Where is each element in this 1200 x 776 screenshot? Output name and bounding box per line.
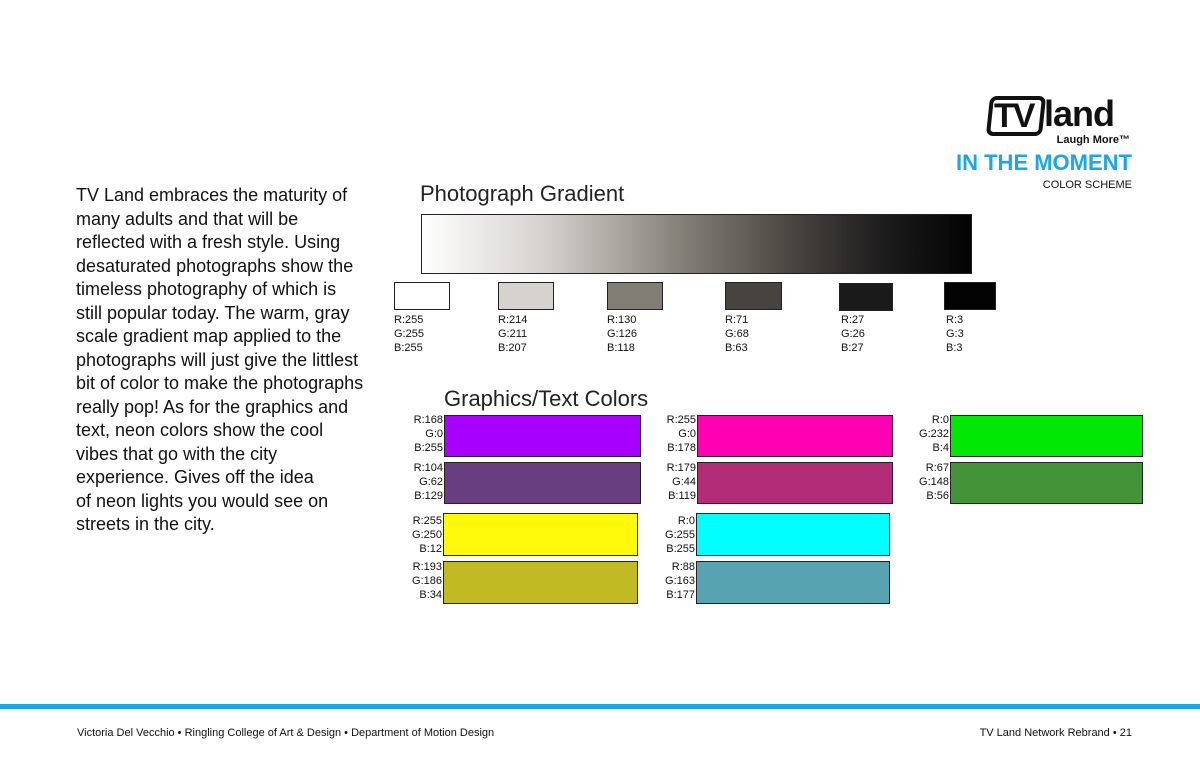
gradient-heading: Photograph Gradient (420, 181, 625, 206)
gradient-swatch (498, 282, 554, 310)
graphics-swatch-label: R:0 G:255 B:255 (665, 515, 695, 555)
gradient-swatch (725, 282, 782, 310)
graphics-swatch-label: R:179 G:44 B:119 (666, 462, 696, 502)
graphics-swatch-label: R:168 G:0 B:255 (413, 414, 443, 454)
gradient-swatch (394, 282, 450, 310)
logo-tv-text: TV (994, 97, 1034, 135)
graphics-swatch-label: R:193 G:186 B:34 (412, 561, 442, 601)
graphics-swatch (696, 513, 890, 556)
graphics-swatch (950, 462, 1143, 504)
gradient-swatch (607, 282, 663, 310)
graphics-swatch (950, 415, 1143, 457)
gradient-swatch-label: R:255 G:255 B:255 (394, 314, 424, 354)
gradient-bar (421, 214, 972, 274)
graphics-heading: Graphics/Text Colors (444, 386, 649, 411)
graphics-swatch-label: R:104 G:62 B:129 (413, 462, 443, 502)
page-subtitle: COLOR SCHEME (1042, 179, 1132, 191)
logo-land-text: land (1044, 93, 1115, 134)
gradient-swatch-label: R:214 G:211 B:207 (498, 314, 528, 354)
graphics-swatch-label: R:67 G:148 B:56 (919, 462, 949, 502)
logo-tagline: Laugh More™ (1056, 134, 1130, 146)
graphics-swatch-label: R:0 G:232 B:4 (919, 414, 949, 454)
graphics-swatch (443, 561, 638, 604)
gradient-swatch-label: R:130 G:126 B:118 (607, 314, 637, 354)
graphics-swatch (697, 462, 893, 504)
body-paragraph: TV Land embraces the maturity of many adults and that will be reflected with a fresh style. Using desaturated photographs show the timeless photography of which is still popular today. The warm, gray scale gradient map applied to the photographs will just give the littlest bit of color to make the photographs really pop! As for the graphics and text, neon colors show the cool vibes that go with the city experience. Gives off the idea of neon lights you would see on streets in the city. (76, 185, 364, 534)
tv-land-logo (986, 92, 1136, 150)
graphics-swatch (444, 415, 641, 457)
gradient-swatch (944, 282, 996, 310)
gradient-swatch-label: R:3 G:3 B:3 (946, 314, 964, 354)
graphics-swatch (696, 561, 890, 604)
graphics-swatch-label: R:255 G:250 B:12 (412, 515, 442, 555)
footer-credits: Victoria Del Vecchio • Ringling College of Art & Design • Department of Motion Design (77, 727, 495, 739)
gradient-swatch (839, 283, 893, 311)
graphics-swatch (697, 415, 893, 457)
footer-rule (0, 704, 1200, 709)
graphics-swatch-label: R:88 G:163 B:177 (665, 561, 695, 601)
gradient-swatch-label: R:27 G:26 B:27 (841, 314, 865, 354)
graphics-swatch (444, 462, 641, 504)
page-title: IN THE MOMENT (956, 150, 1132, 175)
graphics-swatch (443, 513, 638, 556)
footer-page-info: TV Land Network Rebrand • 21 (979, 727, 1132, 739)
gradient-swatch-label: R:71 G:68 B:63 (725, 314, 749, 354)
graphics-swatch-label: R:255 G:0 B:178 (666, 414, 696, 454)
